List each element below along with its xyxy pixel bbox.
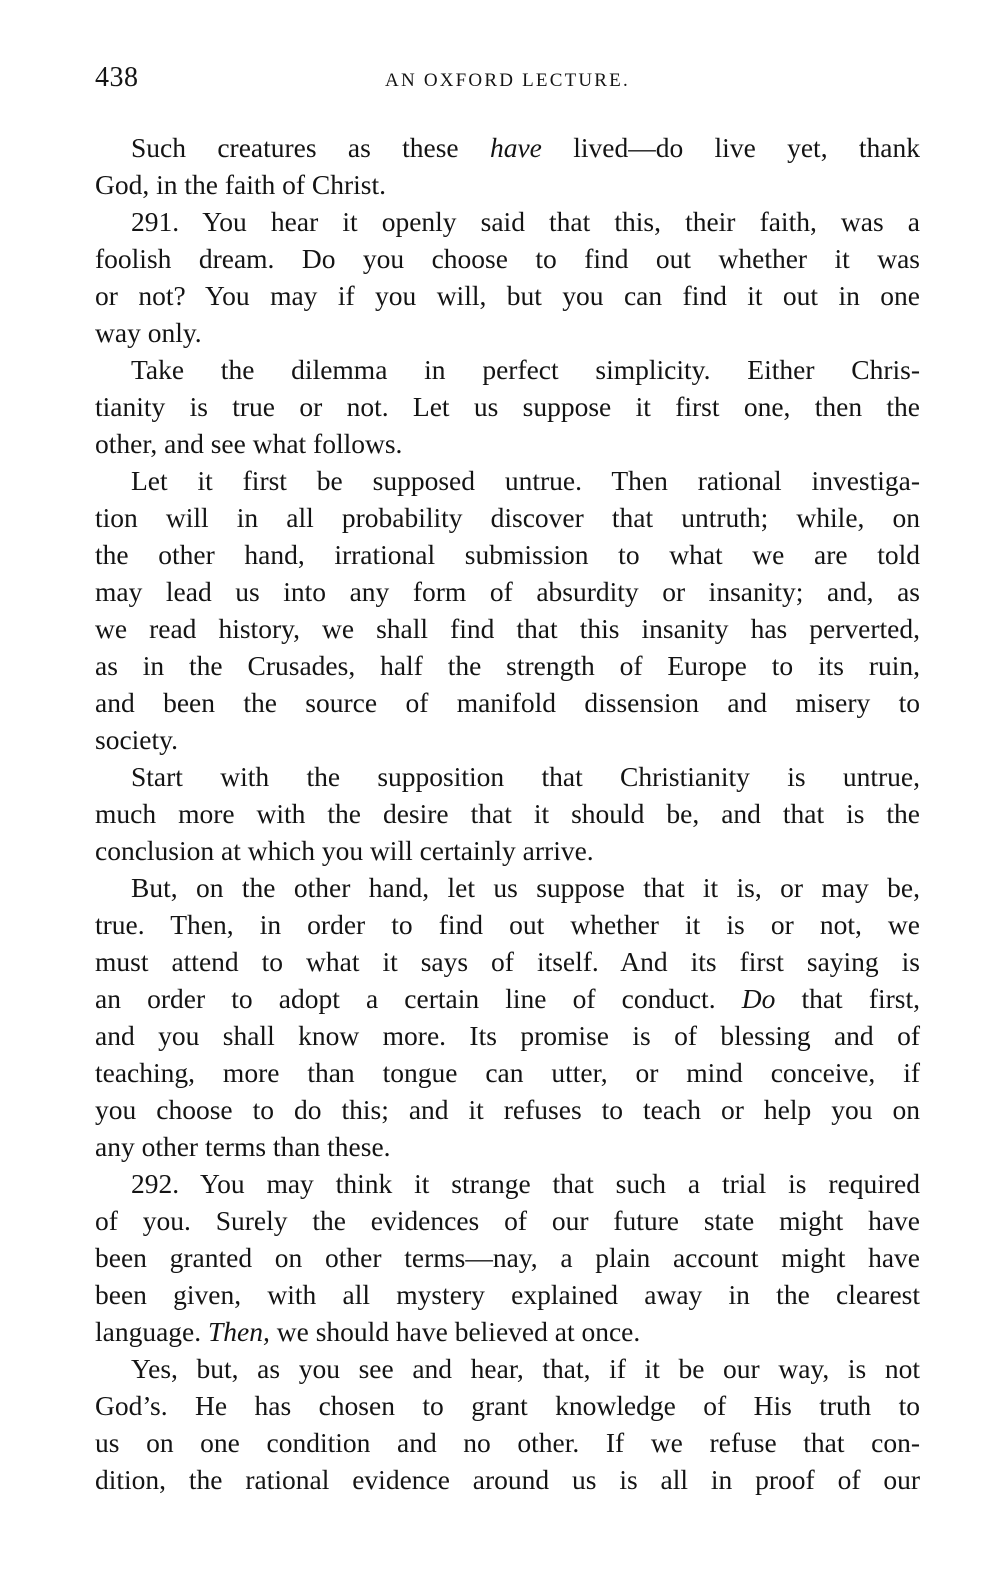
body-text — [95, 129, 920, 1498]
text-line — [95, 1054, 920, 1091]
text-run: way only. — [95, 317, 202, 348]
text-run: must attend to what it says of itself. And its first saying is — [95, 946, 920, 977]
text-line — [95, 351, 920, 388]
text-line — [95, 129, 920, 166]
text-run: teaching, more than tongue can utter, or mind conceive, if — [95, 1057, 920, 1088]
text-run: language. — [95, 1316, 209, 1347]
text-line — [95, 277, 920, 314]
text-run: lived—do live yet, thank — [541, 132, 920, 163]
page-number: 438 — [95, 62, 139, 93]
text-line — [95, 1017, 920, 1054]
text-run: any other terms than these. — [95, 1131, 391, 1162]
text-run: much more with the desire that it should be, and that is the — [95, 798, 920, 829]
text-line — [95, 980, 920, 1017]
paragraph — [95, 758, 920, 869]
text-line — [95, 1387, 920, 1424]
text-line — [95, 758, 920, 795]
text-run: Start with the supposition that Christianity is untrue, — [131, 761, 920, 792]
text-run: Such creatures as these — [131, 132, 490, 163]
text-line — [95, 1424, 920, 1461]
text-line — [95, 240, 920, 277]
text-run: that first, — [775, 983, 920, 1014]
text-line — [95, 1128, 920, 1165]
text-run: or not? You may if you will, but you can find it out in one — [95, 280, 920, 311]
text-run: other, and see what follows. — [95, 428, 403, 459]
paragraph — [95, 1350, 920, 1498]
text-line — [95, 1276, 920, 1313]
text-line — [95, 573, 920, 610]
text-run: we should have believed at once. — [269, 1316, 641, 1347]
text-line — [95, 166, 920, 203]
page-header — [95, 62, 920, 102]
text-run: dition, the rational evidence around us is all in proof of our — [95, 1464, 920, 1495]
text-run: an order to adopt a certain line of conduct. — [95, 983, 742, 1014]
text-run: But, on the other hand, let us suppose that it is, or may be, — [131, 872, 920, 903]
text-run: and been the source of manifold dissension and misery to — [95, 687, 920, 718]
text-line — [95, 1461, 920, 1498]
paragraph — [95, 203, 920, 351]
text-run: God, in the faith of Christ. — [95, 169, 387, 200]
text-line — [95, 943, 920, 980]
text-line — [95, 1165, 920, 1202]
text-line — [95, 832, 920, 869]
text-line — [95, 721, 920, 758]
paragraph — [95, 462, 920, 758]
text-line — [95, 906, 920, 943]
text-run: tianity is true or not. Let us suppose it first one, then the — [95, 391, 920, 422]
text-run: may lead us into any form of absurdity or insanity; and, as — [95, 576, 920, 607]
text-run: 291. You hear it openly said that this, their faith, was a — [131, 206, 920, 237]
text-line — [95, 462, 920, 499]
text-run: true. Then, in order to find out whether it is or not, we — [95, 909, 920, 940]
text-run: society. — [95, 724, 178, 755]
text-line — [95, 1313, 920, 1350]
text-line — [95, 1239, 920, 1276]
text-line — [95, 314, 920, 351]
text-line — [95, 610, 920, 647]
text-line — [95, 1091, 920, 1128]
text-line — [95, 536, 920, 573]
text-run: foolish dream. Do you choose to find out whether it was — [95, 243, 920, 274]
text-run: as in the Crusades, half the strength of Europe to its ruin, — [95, 650, 920, 681]
paragraph — [95, 1165, 920, 1350]
text-run: and you shall know more. Its promise is of blessing and of — [95, 1020, 920, 1051]
italic-text: Then, — [208, 1316, 270, 1347]
text-run: been granted on other terms—nay, a plain account might have — [95, 1242, 920, 1273]
text-line — [95, 388, 920, 425]
text-run: the other hand, irrational submission to what we are told — [95, 539, 920, 570]
text-run: you choose to do this; and it refuses to teach or help you on — [95, 1094, 920, 1125]
text-line — [95, 684, 920, 721]
text-run: Take the dilemma in perfect simplicity. Either Chris- — [131, 354, 920, 385]
text-line — [95, 869, 920, 906]
text-line — [95, 203, 920, 240]
text-line — [95, 1202, 920, 1239]
running-head: AN OXFORD LECTURE. — [385, 70, 630, 91]
text-run: us on one condition and no other. If we refuse that con- — [95, 1427, 920, 1458]
text-run: Let it first be supposed untrue. Then rational investiga- — [131, 465, 920, 496]
text-line — [95, 647, 920, 684]
text-line — [95, 499, 920, 536]
text-line — [95, 795, 920, 832]
paragraph — [95, 351, 920, 462]
paragraph — [95, 129, 920, 203]
text-line — [95, 425, 920, 462]
text-run: conclusion at which you will certainly arrive. — [95, 835, 594, 866]
paragraph — [95, 869, 920, 1165]
text-run: God’s. He has chosen to grant knowledge of His truth to — [95, 1390, 920, 1421]
italic-text: Do — [741, 983, 776, 1014]
text-run: 292. You may think it strange that such a trial is required — [131, 1168, 920, 1199]
italic-text: have — [489, 132, 542, 163]
text-run: been given, with all mystery explained away in the clearest — [95, 1279, 920, 1310]
text-line — [95, 1350, 920, 1387]
text-run: of you. Surely the evidences of our future state might have — [95, 1205, 920, 1236]
text-run: we read history, we shall find that this insanity has perverted, — [95, 613, 920, 644]
text-run: tion will in all probability discover that untruth; while, on — [95, 502, 920, 533]
text-run: Yes, but, as you see and hear, that, if it be our way, is not — [131, 1353, 920, 1384]
